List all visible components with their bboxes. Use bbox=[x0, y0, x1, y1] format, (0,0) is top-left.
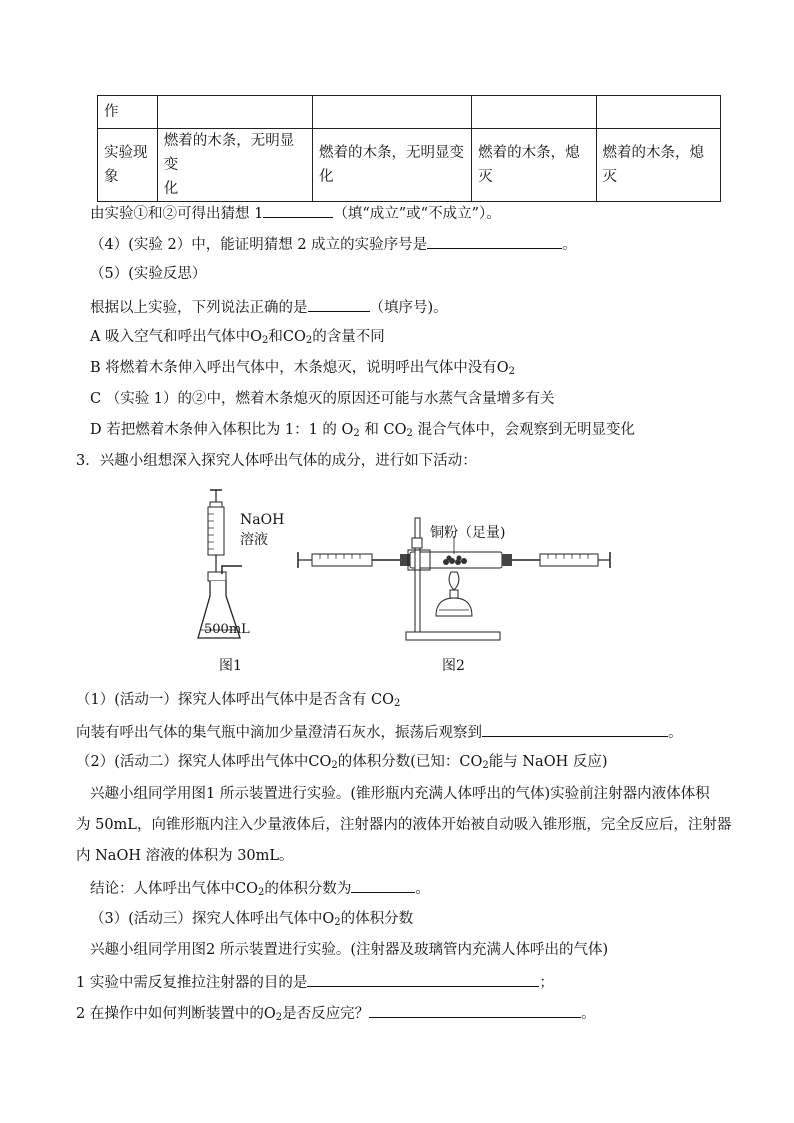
table-row bbox=[98, 96, 721, 129]
text: D 若把燃着木条伸入体积比为 1：1 的 O bbox=[90, 422, 354, 438]
answer-blank[interactable] bbox=[369, 1002, 581, 1018]
activity-3-paragraph: 兴趣小组同学用图2 所示装置进行实验。(注射器及玻璃管内充满人体呼出的气体) bbox=[90, 942, 609, 958]
table-cell bbox=[472, 96, 596, 129]
text: 和CO bbox=[268, 329, 306, 345]
text: 向装有呼出气体的集气瓶中滴加少量澄清石灰水，振荡后观察到 bbox=[76, 725, 482, 741]
subscript: 2 bbox=[261, 335, 269, 346]
text: 的体积分数(已知：CO bbox=[337, 754, 483, 770]
text: 是否反应完？ bbox=[282, 1006, 370, 1022]
subscript: 2 bbox=[331, 760, 338, 771]
answer-blank[interactable] bbox=[263, 202, 333, 218]
cell-text: 燃着的木条，熄灭 bbox=[478, 145, 580, 185]
fig2-caption: 图2 bbox=[442, 658, 465, 674]
text: 的体积分数 bbox=[340, 911, 414, 927]
text: ； bbox=[539, 975, 554, 991]
table-cell bbox=[596, 96, 720, 129]
fig1-caption: 图1 bbox=[219, 658, 242, 674]
fig1-reagent: 溶液 bbox=[240, 532, 268, 548]
text: 混合气体中，会观察到无明显变化 bbox=[412, 422, 635, 438]
option-d bbox=[90, 420, 635, 440]
subscript: 2 bbox=[305, 335, 313, 346]
activity-3-title bbox=[90, 909, 413, 929]
row-label-line: 实验现 bbox=[104, 145, 148, 161]
text: 的含量不同 bbox=[312, 329, 385, 345]
text: B 将燃着木条伸入呼出气体中，木条熄灭，说明呼出气体中没有O bbox=[90, 360, 509, 376]
activity-3-question-1 bbox=[76, 971, 554, 993]
text: （3）(活动三）探究人体呼出气体中O bbox=[90, 911, 335, 927]
table-cell bbox=[472, 129, 596, 202]
table-row bbox=[98, 129, 721, 202]
table-cell bbox=[312, 129, 471, 202]
text: 能与 NaOH 反应) bbox=[488, 754, 608, 770]
table-cell bbox=[596, 129, 720, 202]
text: 。 bbox=[581, 1006, 596, 1022]
option-a bbox=[90, 327, 385, 347]
text: A 吸入空气和呼出气体中O bbox=[90, 329, 262, 345]
answer-blank[interactable] bbox=[307, 971, 539, 987]
cell-text: 燃着的木条，无明显变 bbox=[163, 133, 295, 173]
text: 。 bbox=[415, 881, 430, 897]
subscript: 2 bbox=[257, 887, 265, 898]
subscript: 2 bbox=[275, 1012, 283, 1023]
cell-text: 化 bbox=[318, 169, 334, 185]
activity-2-paragraph: 内 NaOH 溶液的体积为 30mL。 bbox=[76, 848, 294, 864]
activity-1-title bbox=[76, 690, 400, 710]
fig1-volume: 500mL bbox=[204, 622, 250, 637]
option-b bbox=[90, 358, 515, 378]
text: 1 实验中需反复推拉注射器的目的是 bbox=[76, 975, 308, 991]
subscript: 2 bbox=[406, 428, 413, 439]
text: 。 bbox=[562, 237, 577, 253]
text: 根据以上实验，下列说法正确的是 bbox=[90, 300, 308, 316]
subscript: 2 bbox=[393, 698, 401, 709]
text: 由实验①和②可得出猜想 1 bbox=[90, 206, 264, 222]
option-c: C （实验 1）的②中，燃着木条熄灭的原因还可能与水蒸气含量增多有关 bbox=[90, 391, 555, 407]
text: 和 CO bbox=[359, 422, 407, 438]
table-cell bbox=[312, 96, 471, 129]
text: 2 在操作中如何判断装置中的O bbox=[76, 1006, 276, 1022]
row-label-line: 象 bbox=[104, 169, 119, 185]
text: （4）(实验 2）中，能证明猜想 2 成立的实验序号是 bbox=[90, 237, 428, 253]
cell-text: 燃着的木条，无明显变 bbox=[318, 145, 464, 161]
activity-2-paragraph: 为 50mL，向锥形瓶内注入少量液体后，注射器内的液体开始被自动吸入锥形瓶，完全反应后，注射器 bbox=[76, 817, 732, 833]
question-5-prompt bbox=[90, 296, 448, 318]
answer-blank[interactable] bbox=[427, 233, 562, 249]
text: （填“成立”或“不成立”）。 bbox=[333, 206, 501, 222]
text: 结论：人体呼出气体中CO bbox=[90, 881, 258, 897]
text: （填序号)。 bbox=[369, 300, 448, 316]
activity-1-question bbox=[76, 721, 683, 743]
text: （2）(活动二）探究人体呼出气体中CO bbox=[76, 754, 332, 770]
question-4 bbox=[90, 233, 577, 255]
text: （1）(活动一）探究人体呼出气体中是否含有 CO bbox=[76, 692, 394, 708]
subscript: 2 bbox=[353, 428, 360, 439]
subscript: 2 bbox=[482, 760, 489, 771]
activity-3-question-2 bbox=[76, 1002, 596, 1024]
activity-2-paragraph: 兴趣小组同学用图1 所示装置进行实验。(锥形瓶内充满人体呼出的气体)实验前注射器内液体体积 bbox=[90, 786, 710, 802]
table-cell bbox=[157, 129, 312, 202]
fig1-reagent: NaOH bbox=[240, 512, 285, 528]
question-3-intro: 3．兴趣小组想深入探究人体呼出气体的成分，进行如下活动： bbox=[76, 453, 477, 469]
observation-table bbox=[97, 95, 721, 202]
text: 。 bbox=[668, 725, 683, 741]
question-5-title: （5）(实验反思） bbox=[90, 266, 207, 282]
cell-text: 化 bbox=[163, 181, 179, 197]
row-label bbox=[98, 129, 158, 202]
row-label: 作 bbox=[98, 96, 158, 129]
activity-2-title bbox=[76, 752, 608, 772]
cell-text: 燃着的木条，熄灭 bbox=[602, 145, 705, 185]
answer-blank[interactable] bbox=[308, 296, 370, 312]
fig2-label: 铜粉（足量) bbox=[430, 525, 506, 541]
conclusion-line bbox=[90, 202, 501, 224]
answer-blank[interactable] bbox=[482, 721, 668, 737]
subscript: 2 bbox=[334, 917, 341, 928]
text: 的体积分数为 bbox=[264, 881, 352, 897]
table-cell bbox=[157, 96, 312, 129]
subscript: 2 bbox=[508, 366, 516, 377]
activity-2-conclusion bbox=[90, 877, 430, 899]
answer-blank[interactable] bbox=[351, 877, 415, 893]
